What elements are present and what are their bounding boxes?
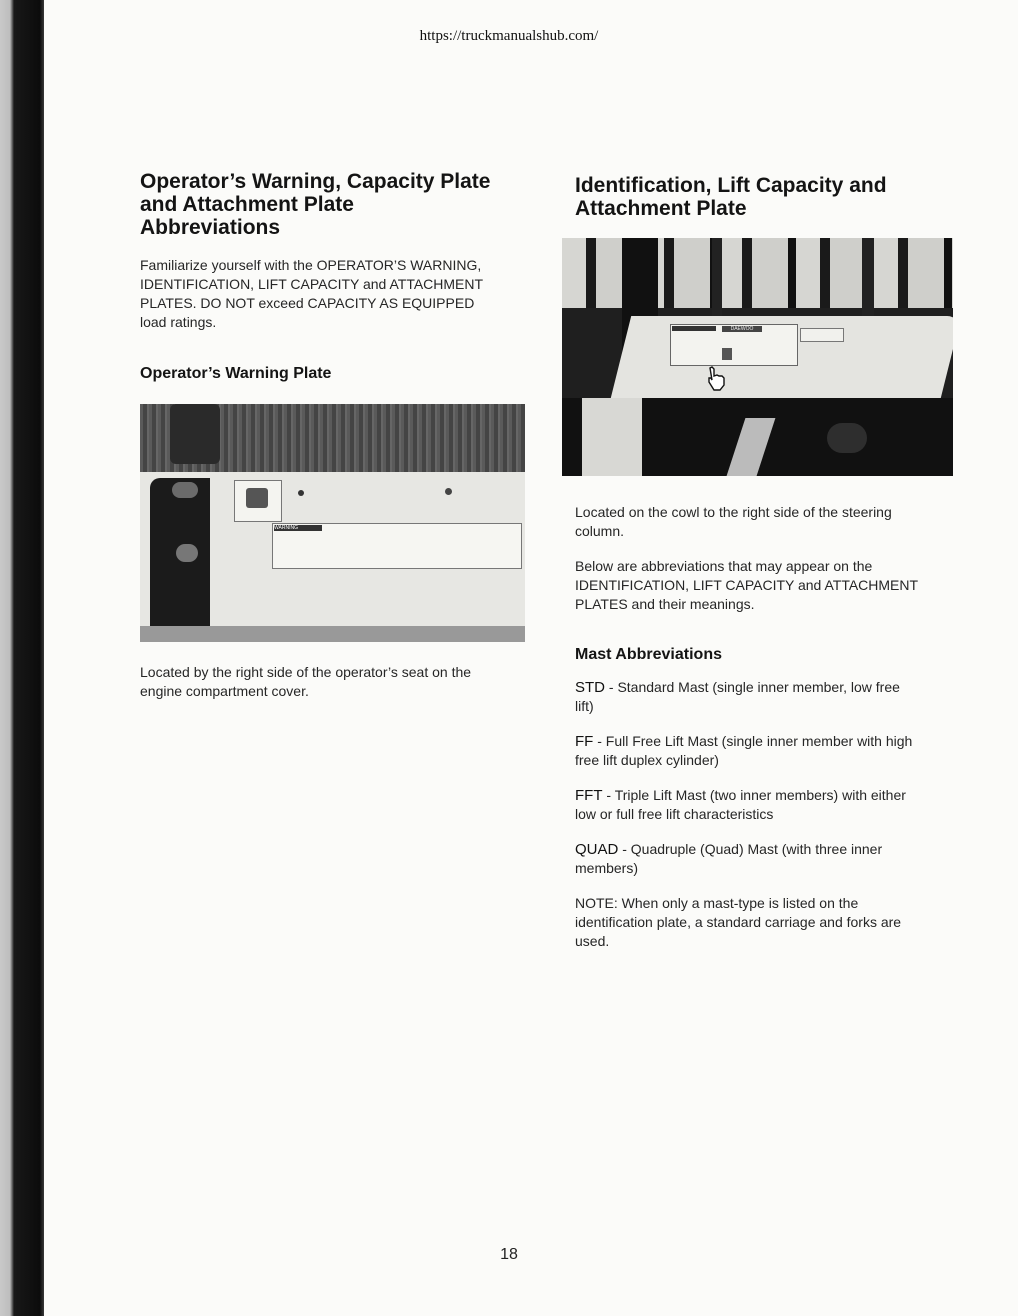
scan-binding-edge xyxy=(0,0,44,1316)
left-title-line: and Attachment Plate xyxy=(140,193,354,216)
warning-label-text: WARNING xyxy=(274,525,322,531)
caption-line: engine compartment cover. xyxy=(140,683,309,699)
brand-label-text: DAEWOO xyxy=(722,326,762,332)
caption-line: column. xyxy=(575,523,625,539)
intro-line: Familiarize yourself with the OPERATOR’S WARNING, xyxy=(140,257,482,273)
left-title-line: Abbreviations xyxy=(140,216,281,239)
abbreviation-item xyxy=(575,786,960,824)
abbreviation-item xyxy=(575,732,960,770)
source-url: https://truckmanualshub.com/ xyxy=(419,28,599,44)
right-body xyxy=(575,503,960,951)
intro-line: IDENTIFICATION, LIFT CAPACITY and ATTACHMENT xyxy=(140,276,484,292)
abbreviation-key: QUAD xyxy=(575,841,619,858)
abbreviation-item xyxy=(575,840,960,878)
intro-line: PLATES. DO NOT exceed CAPACITY AS EQUIPPED xyxy=(140,295,475,311)
right-title xyxy=(575,174,960,220)
right-title-block xyxy=(575,174,960,220)
caption-line: Located on the cowl to the right side of the steering xyxy=(575,504,892,520)
left-title xyxy=(140,170,530,239)
abbreviation-key: FF xyxy=(575,733,594,750)
intro-paragraph xyxy=(140,256,530,332)
abbreviation-key: FFT xyxy=(575,787,603,804)
intro-line: load ratings. xyxy=(140,314,217,330)
mast-abbreviations-heading: Mast Abbreviations xyxy=(575,646,722,663)
operators-warning-plate-heading: Operator’s Warning Plate xyxy=(140,365,332,382)
identification-plate-photo xyxy=(562,238,953,476)
abbreviation-text: - Standard Mast (single inner member, low free xyxy=(605,679,900,695)
note-line: used. xyxy=(575,933,610,949)
pointing-hand-icon xyxy=(706,366,728,392)
abbreviation-text: lift) xyxy=(575,698,594,714)
cowl-caption xyxy=(575,503,960,541)
left-column xyxy=(140,170,530,384)
warning-plate-caption xyxy=(140,663,530,701)
intro-line: IDENTIFICATION, LIFT CAPACITY and ATTACHMENT xyxy=(575,577,919,593)
abbreviation-key: STD xyxy=(575,679,605,696)
note-paragraph xyxy=(575,894,960,951)
intro-line: PLATES and their meanings. xyxy=(575,596,755,612)
left-title-line: Operator’s Warning, Capacity Plate xyxy=(140,170,491,193)
abbreviation-item xyxy=(575,678,960,716)
page-number: 18 xyxy=(500,1246,518,1263)
right-title-line: Identification, Lift Capacity and xyxy=(575,174,887,197)
abbreviation-text: free lift duplex cylinder) xyxy=(575,752,719,768)
abbreviation-text: - Full Free Lift Mast (single inner member with high xyxy=(593,733,913,749)
intro-line: Below are abbreviations that may appear on the xyxy=(575,558,873,574)
right-title-line: Attachment Plate xyxy=(575,197,747,220)
caption-line: Located by the right side of the operator’s seat on the xyxy=(140,664,472,680)
note-line: NOTE: When only a mast-type is listed on the xyxy=(575,895,859,911)
abbreviation-text: - Triple Lift Mast (two inner members) with either xyxy=(602,787,906,803)
abbreviation-list xyxy=(575,678,960,951)
abbreviations-intro xyxy=(575,557,960,614)
abbreviation-text: members) xyxy=(575,860,639,876)
operators-warning-plate-photo xyxy=(140,404,525,642)
abbreviation-text: low or full free lift characteristics xyxy=(575,806,774,822)
note-line: identification plate, a standard carriage and forks are xyxy=(575,914,902,930)
abbreviation-text: - Quadruple (Quad) Mast (with three inner xyxy=(618,841,883,857)
